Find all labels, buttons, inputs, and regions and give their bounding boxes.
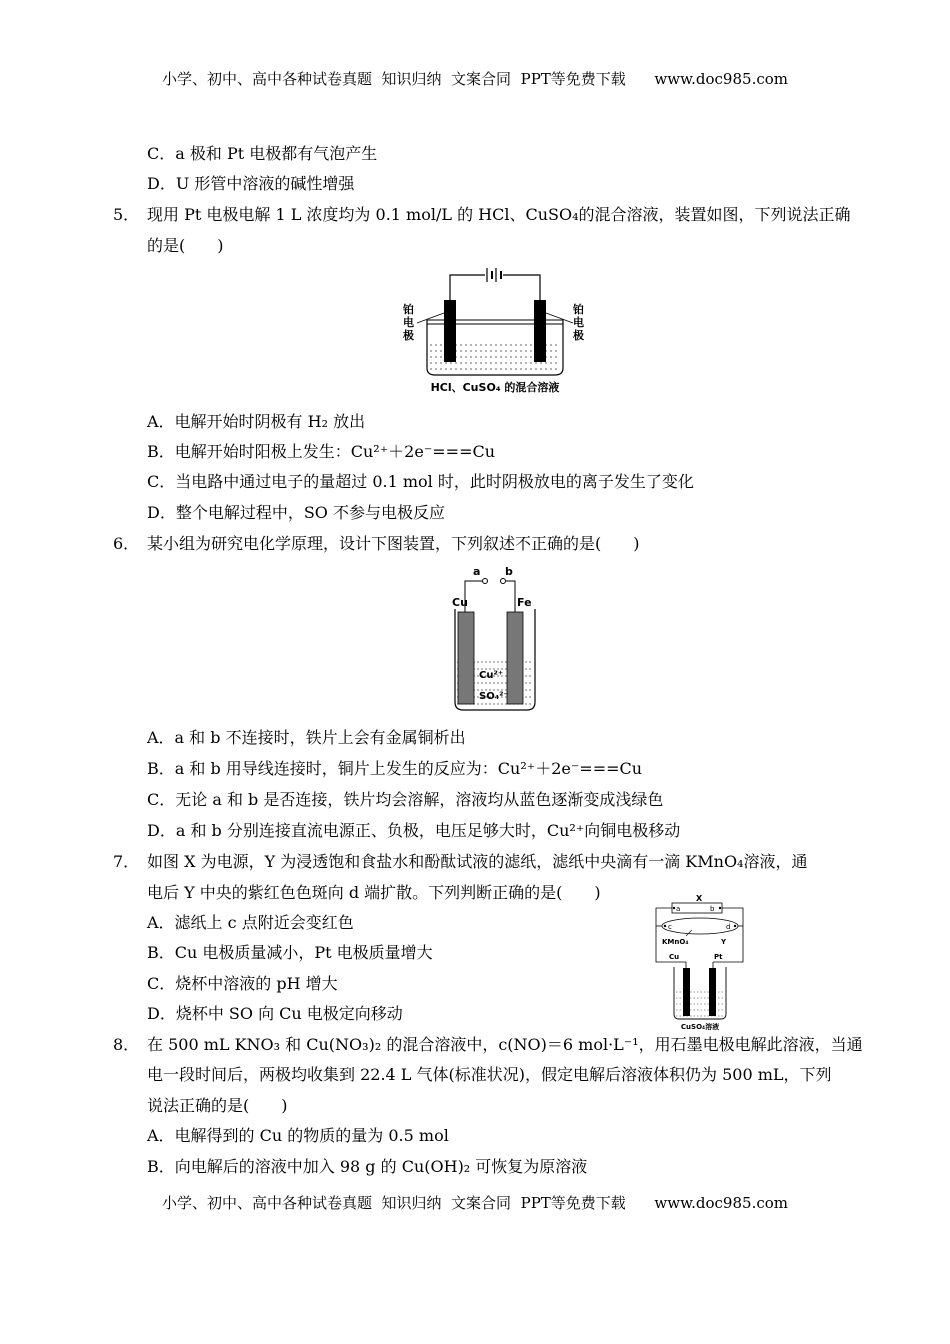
q8-stem-line1: 在 500 mL KNO₃ 和 Cu(NO₃)₂ 的混合溶液中，c(NO)＝6 mol·L⁻¹，用石墨电极电解此溶液，当通 [147, 1035, 863, 1054]
q6-label-a: a [473, 565, 481, 578]
q7-figure-caption: CuSO₄溶液 [680, 1023, 720, 1031]
q7-label-d: d [726, 923, 731, 931]
q5-number: 5． [113, 205, 140, 224]
q5-left-label-1: 铂 [403, 303, 414, 316]
q8-number: 8． [113, 1035, 140, 1054]
q6-label-ion2: SO₄²⁻ [479, 691, 509, 702]
q7-option-d: D．烧杯中 SO 向 Cu 电极定向移动 [147, 1004, 403, 1023]
page-footer: 小学、初中、高中各种试卷真题 知识归纳 文案合同 PPT等免费下载 www.doc985.com [161, 1194, 788, 1212]
q7-label-pt: Pt [714, 953, 723, 961]
q5-option-b: B．电解开始时阳极上发生：Cu²⁺＋2e⁻===Cu [147, 442, 496, 461]
q7-option-a: A．滤纸上 c 点附近会变红色 [147, 913, 354, 932]
q7-label-kmno4: KMnO₄ [662, 938, 689, 946]
q7-label-c: c [668, 923, 672, 931]
q7-label-cu: Cu [669, 953, 680, 961]
q6-option-d: D．a 和 b 分别连接直流电源正、负极，电压足够大时，Cu²⁺向铜电极移动 [147, 821, 681, 840]
page-header: 小学、初中、高中各种试卷真题 知识归纳 文案合同 PPT等免费下载 www.doc985.com [161, 70, 788, 88]
q6-option-b: B．a 和 b 用导线连接时，铜片上发生的反应为：Cu²⁺＋2e⁻===Cu [147, 759, 643, 778]
q5-option-d: D．整个电解过程中，SO 不参与电极反应 [147, 503, 445, 522]
q5-left-label-3: 极 [403, 329, 414, 342]
q6-label-cu: Cu [452, 596, 468, 609]
q6-number: 6． [113, 534, 140, 553]
q7-label-y: Y [721, 938, 727, 946]
q5-electrolysis-figure [395, 265, 595, 397]
prev-option-c: C．a 极和 Pt 电极都有气泡产生 [147, 144, 378, 163]
prev-option-d: D．U 形管中溶液的碱性增强 [147, 174, 355, 193]
q7-stem-line2: 电后 Y 中央的紫红色色斑向 d 端扩散。下列判断正确的是( ) [147, 883, 601, 902]
q5-right-label-1: 铂 [573, 303, 584, 316]
q5-figure-caption: HCl、CuSO₄ 的混合溶液 [430, 381, 560, 394]
q8-stem-line2: 电一段时间后，两极均收集到 22.4 L 气体(标准状况)，假定电解后溶液体积仍为 500 mL，下列 [147, 1065, 832, 1084]
q5-option-c: C．当电路中通过电子的量超过 0.1 mol 时，此时阴极放电的离子发生了变化 [147, 472, 694, 491]
q8-option-a: A．电解得到的 Cu 的物质的量为 0.5 mol [147, 1126, 449, 1145]
q6-label-fe: Fe [517, 596, 532, 609]
q7-circuit-figure [648, 892, 753, 1032]
q5-right-label-3: 极 [573, 329, 584, 342]
q5-right-label-2: 电 [573, 316, 584, 329]
q5-option-a: A．电解开始时阴极有 H₂ 放出 [147, 412, 366, 431]
q6-label-b: b [505, 565, 513, 578]
q7-number: 7． [113, 852, 140, 871]
q6-option-a: A．a 和 b 不连接时，铁片上会有金属铜析出 [147, 728, 466, 747]
q7-option-c: C．烧杯中溶液的 pH 增大 [147, 974, 338, 993]
q6-cell-figure [445, 562, 545, 717]
q7-label-b: b [710, 905, 715, 913]
q7-option-b: B．Cu 电极质量减小，Pt 电极质量增大 [147, 943, 433, 962]
q6-label-ion1: Cu²⁺ [479, 670, 504, 681]
q6-option-c: C．无论 a 和 b 是否连接，铁片均会溶解，溶液均从蓝色逐渐变成浅绿色 [147, 790, 664, 809]
q8-stem-line3: 说法正确的是( ) [147, 1096, 288, 1115]
q6-stem-line1: 某小组为研究电化学原理，设计下图装置，下列叙述不正确的是( ) [147, 534, 640, 553]
q5-stem-line2: 的是( ) [147, 236, 224, 255]
q5-left-label-2: 电 [403, 316, 414, 329]
q7-label-x: X [696, 894, 703, 903]
q8-option-b: B．向电解后的溶液中加入 98 g 的 Cu(OH)₂ 可恢复为原溶液 [147, 1157, 588, 1176]
q7-label-a: a [676, 905, 681, 913]
q7-stem-line1: 如图 X 为电源，Y 为浸透饱和食盐水和酚酞试液的滤纸，滤纸中央滴有一滴 KMnO₄溶液，通 [147, 852, 808, 871]
q5-stem-line1: 现用 Pt 电极电解 1 L 浓度均为 0.1 mol/L 的 HCl、CuSO₄的混合溶液，装置如图，下列说法正确 [147, 205, 851, 224]
